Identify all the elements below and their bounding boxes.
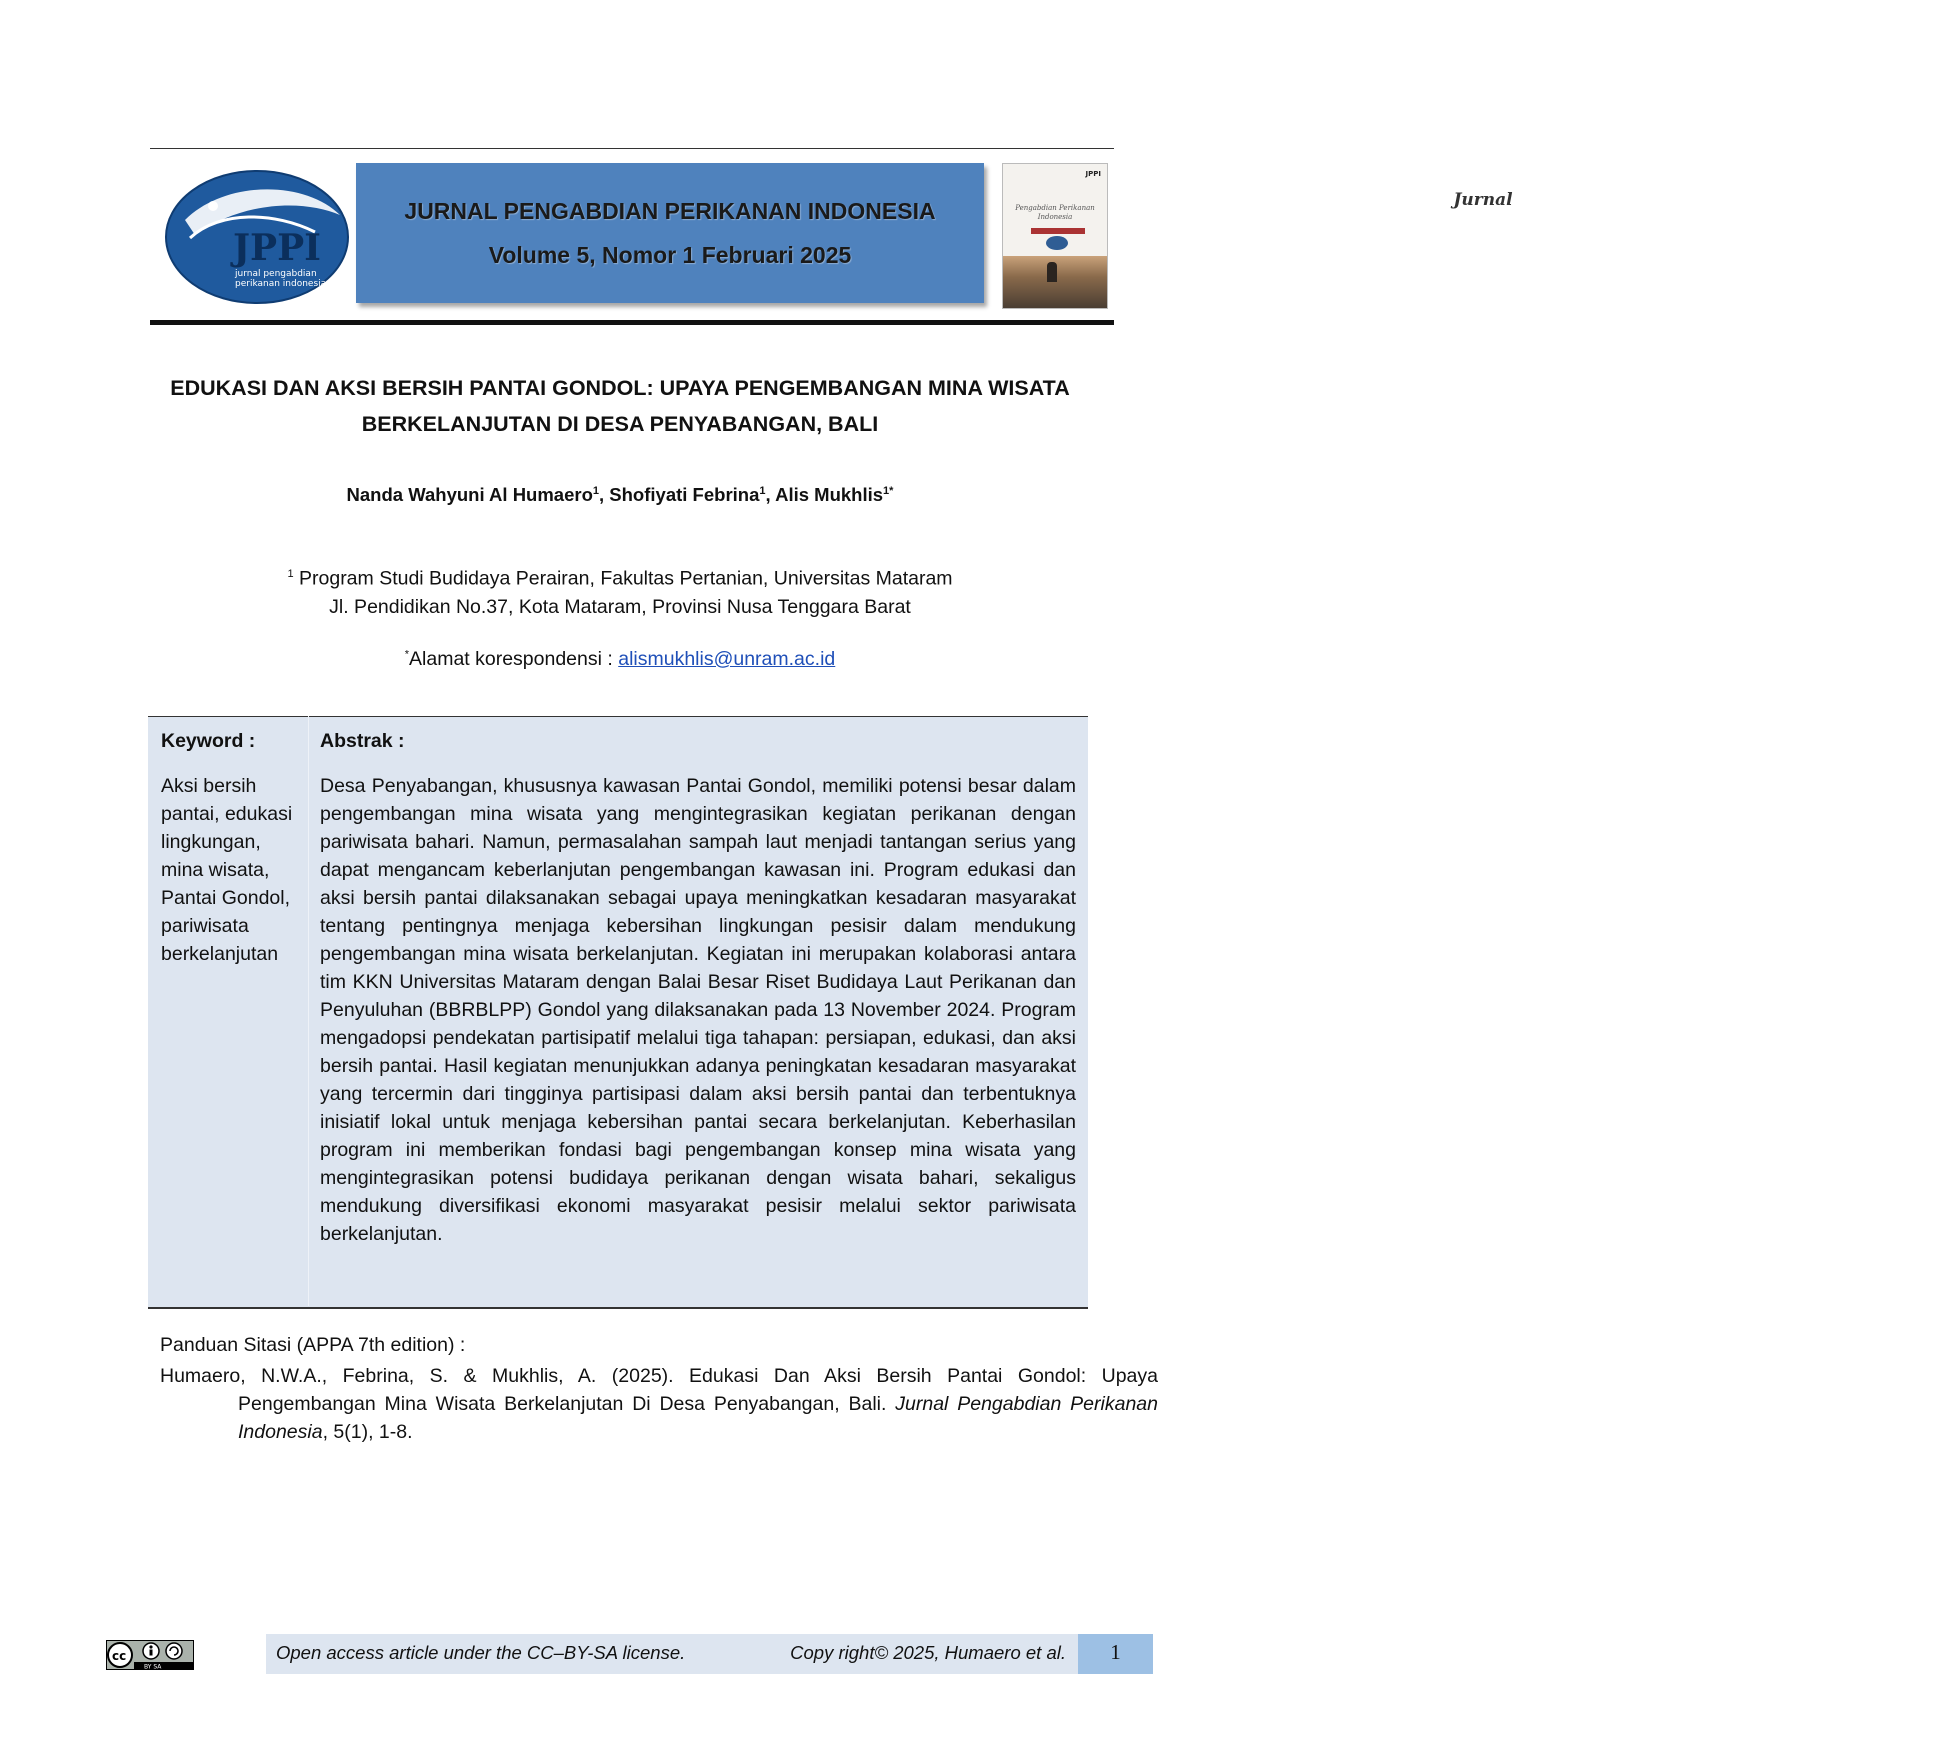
svg-text:BY SA: BY SA — [144, 1663, 162, 1671]
cover-mark: JPPI — [1085, 170, 1101, 178]
correspondence-label: Alamat korespondensi : — [409, 648, 619, 670]
page-footer — [266, 1634, 1078, 1674]
article-authors — [150, 484, 1090, 506]
svg-text:perikanan indonesia: perikanan indonesia — [235, 279, 327, 289]
license-text: Open access article under the CC–BY-SA license. — [276, 1642, 686, 1663]
header-bottom-rule — [150, 320, 1114, 325]
author-separator: , — [599, 484, 610, 505]
keyword-heading: Keyword : — [161, 730, 256, 752]
header-top-rule — [150, 148, 1114, 149]
cc-by-sa-badge-icon[interactable] — [106, 1640, 194, 1670]
citation-journal: Jurnal Pengabdian Perikanan Indonesia — [238, 1393, 1158, 1443]
correspondence — [150, 648, 1090, 671]
journal-cover-thumbnail — [1002, 163, 1513, 309]
copyright-text: Copy right© 2025, Humaero et al. — [790, 1642, 1066, 1663]
author-name: Shofiyati Febrina — [609, 484, 760, 505]
journal-volume: Volume 5, Nomor 1 Februari 2025 — [488, 242, 852, 268]
cover-seal-icon — [1046, 236, 1068, 250]
author-affiliation-mark: 1 — [759, 484, 766, 497]
author-name: Nanda Wahyuni Al Humaero — [346, 484, 593, 505]
citation-heading: Panduan Sitasi (APPA 7th edition) : — [160, 1334, 466, 1356]
citation-reference: Humaero, N.W.A., Febrina, S. & Mukhlis, A. (2025). Edukasi Dan Aksi Bersih Pantai Gondol: Upaya Pengembangan Mina Wisata Berkelanjutan Di Desa Penyabangan, Bali. Jurnal Pengabdian Perikanan Indonesia, 5(1), 1-8. — [160, 1365, 1158, 1443]
article-title: EDUKASI DAN AKSI BERSIH PANTAI GONDOL: UPAYA PENGEMBANGAN MINA WISATA BERKELANJUTAN DI DESA PENYABANGAN, BALI — [170, 376, 1070, 436]
affiliation-mark: 1 — [287, 568, 294, 580]
svg-text:JPPI: JPPI — [233, 227, 322, 269]
author-separator: , — [765, 484, 776, 505]
svg-text:cc: cc — [112, 1649, 127, 1663]
affiliation-line-2: Jl. Pendidikan No.37, Kota Mataram, Provinsi Nusa Tenggara Barat — [329, 595, 911, 618]
correspondence-email-link[interactable]: alismukhlis@unram.ac.id — [618, 648, 836, 670]
cover-title: Jurnal — [1453, 190, 1513, 210]
affiliation — [150, 560, 1090, 621]
cover-band — [1031, 228, 1085, 234]
abstract-text: Desa Penyabangan, khususnya kawasan Pantai Gondol, memiliki potensi besar dalam pengembangan mina wisata yang mengintegrasikan kegiatan perikanan dengan pariwisata bahari. Namun, permasalahan sampah laut menjadi tantangan serius yang dapat mengancam keberlanjutan pengembangan kawasan ini. Program edukasi dan aksi bersih pantai dilaksanakan sebagai upaya meningkatkan kesadaran masyarakat tentang pentingnya menjaga kebersihan lingkungan pesisir dalam mendukung pengembangan mina wisata berkelanjutan. Kegiatan ini merupakan kolaborasi antara tim KKN Universitas Mataram dengan Balai Besar Riset Budidaya Laut Perikanan dan Penyuluhan (BBRBLPP) Gondol yang dilaksanakan pada 13 November 2024. Program mengadopsi pendekatan partisipatif melalui tiga tahapan: persiapan, edukasi, dan aksi bersih pantai. Hasil kegiatan menunjukkan adanya peningkatan kesadaran masyarakat yang tercermin dari tingginya partisipasi dalam aksi bersih pantai dan terbentuknya inisiatif lokal untuk menjaga kebersihan pantai secara berkelanjutan. Keberhasilan program ini memberikan fondasi bagi pengembangan konsep mina wisata yang mengintegrasikan potensi budidaya perikanan dengan wisata bahari, sekaligus mendukung diversifikasi ekonomi masyarakat pesisir melalui sektor pariwisata berkelanjutan. — [320, 775, 1076, 1245]
page-number: 1 — [1078, 1634, 1153, 1674]
abstract-column-divider — [308, 716, 309, 1306]
author-affiliation-mark: 1* — [883, 484, 894, 497]
cover-subtitle: Pengabdian Perikanan Indonesia — [1015, 204, 1095, 221]
abstract-heading: Abstrak : — [320, 730, 405, 752]
svg-text:jurnal pengabdian: jurnal pengabdian — [235, 269, 317, 279]
journal-banner — [356, 163, 984, 303]
author-name: Alis Mukhlis — [775, 484, 884, 505]
cover-figure — [1047, 262, 1057, 282]
author-affiliation-mark: 1 — [592, 484, 600, 497]
journal-name: JURNAL PENGABDIAN PERIKANAN INDONESIA — [404, 198, 936, 224]
jppi-logo — [165, 170, 350, 305]
correspondence-mark: * — [404, 648, 410, 661]
affiliation-line-1: $^1$ Program Studi Budidaya Perairan, Fakultas Pertanian, Universitas Mataram — [287, 567, 953, 590]
keyword-list: Aksi bersih pantai, edukasi lingkungan, mina wisata, Pantai Gondol, pariwisata berkelanjutan — [161, 775, 293, 965]
